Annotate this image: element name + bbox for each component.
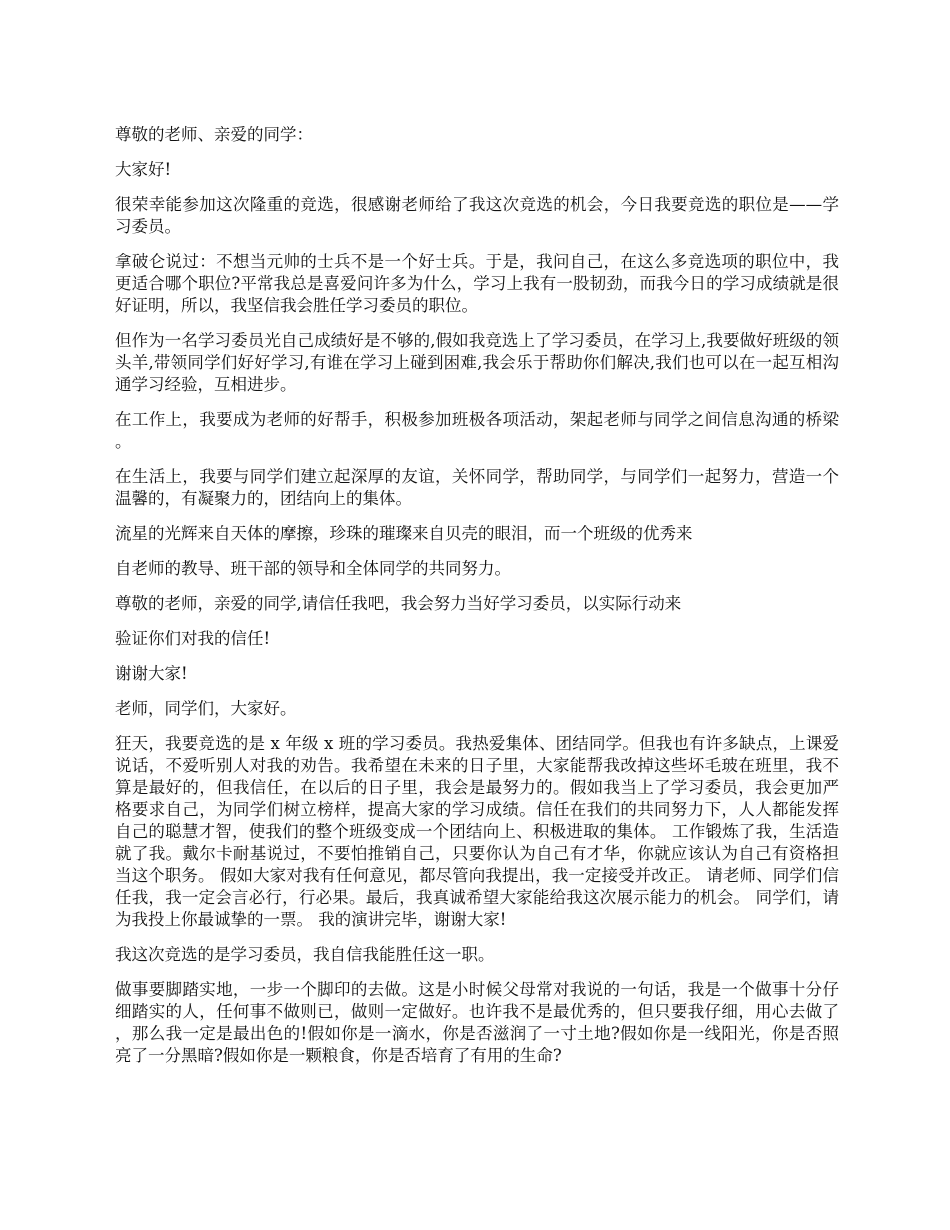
paragraph-second-greeting: 老师，同学们，大家好。 [115,699,297,718]
paragraph-trust-me: 尊敬的老师，亲爱的同学,请信任我吧，我会努力当好学习委员，以实际行动来 [115,594,682,613]
paragraph-third-speech: 做事要脚踏实地，一步一个脚印的去做。这是小时候父母常对我说的一句话，我是一个做事十分仔细踏实的人，任何事不做则已，做则一定做好。也许我不是最优秀的，但只要我仔细，用心去做了，那么我一定是最出色的!假如你是一滴水，你是否滋润了一寸土地?假如你是一线阳光，你是否照亮了一分黑暗?假如你是一颗粮食，你是否培育了有用的生命? [115,980,839,1065]
salutation: 尊敬的老师、亲爱的同学： [115,125,313,144]
paragraph-teacher-guidance: 自老师的教导、班干部的领导和全体同学的共同努力。 [115,559,511,578]
document-body [115,124,839,1080]
paragraph-thanks: 谢谢大家! [115,664,188,683]
paragraph-study: 但作为一名学习委员光自己成绩好是不够的,假如我竞选上了学习委员，在学习上,我要做好班级的领头羊,带领同学们好好学习,有谁在学习上碰到困难,我会乐于帮助你们解决,我们也可以在一起互相沟通学习经验，互相进步。 [115,331,839,394]
paragraph-verify: 验证你们对我的信任! [115,629,271,648]
paragraph-intro: 很荣幸能参加这次隆重的竞选，很感谢老师给了我这次竞选的机会，今日我要竞选的职位是——学习委员。 [115,195,839,236]
greeting: 大家好! [115,160,172,179]
paragraph-third-intro: 我这次竞选的是学习委员，我自信我能胜任这一职。 [115,945,495,964]
paragraph-meteor: 流星的光辉来自天体的摩擦，珍珠的璀璨来自贝壳的眼泪，而一个班级的优秀来 [115,524,693,543]
paragraph-napoleon: 拿破仑说过：不想当元帅的士兵不是一个好士兵。于是，我问自己，在这么多竞选项的职位中，我更适合哪个职位?平常我总是喜爱问许多为什么，学习上我有一股韧劲，而我今日的学习成绩就是很好证明，所以，我坚信我会胜任学习委员的职位。 [115,252,839,315]
paragraph-life: 在生活上，我要与同学们建立起深厚的友谊，关怀同学，帮助同学，与同学们一起努力，营造一个温馨的，有凝聚力的，团结向上的集体。 [115,467,839,508]
paragraph-second-speech: 狂天，我要竞选的是 x 年级 x 班的学习委员。我热爱集体、团结同学。但我也有许多缺点，上课爱说话，不爱听别人对我的劝告。我希望在未来的日子里，大家能帮我改掉这些坏毛玻在班里，我不算是最好的，但我信任，在以后的日子里，我会是最努力的。假如我当上了学习委员，我会更加严格要求自己，为同学们树立榜样，提高大家的学习成绩。信任在我们的共同努力下，人人都能发挥自己的聪慧才智，使我们的整个班级变成一个团结向上、积极进取的集体。 工作锻炼了我，生活造就了我。戴尔卡耐基说过，不要怕推销自己，只要你认为自己有才华，你就应该认为自己有资格担当这个职务。 假如大家对我有任何意见，都尽管向我提出，我一定接受并改正。 请老师、同学们信任我，我一定会言必行，行必果。最后，我真诚希望大家能给我这次展示能力的机会。 同学们，请为我投上你最诚挚的一票。 我的演讲完毕，谢谢大家! [115,734,839,929]
paragraph-work: 在工作上，我要成为老师的好帮手，积极参加班极各项活动，架起老师与同学之间信息沟通的桥梁。 [115,410,839,451]
